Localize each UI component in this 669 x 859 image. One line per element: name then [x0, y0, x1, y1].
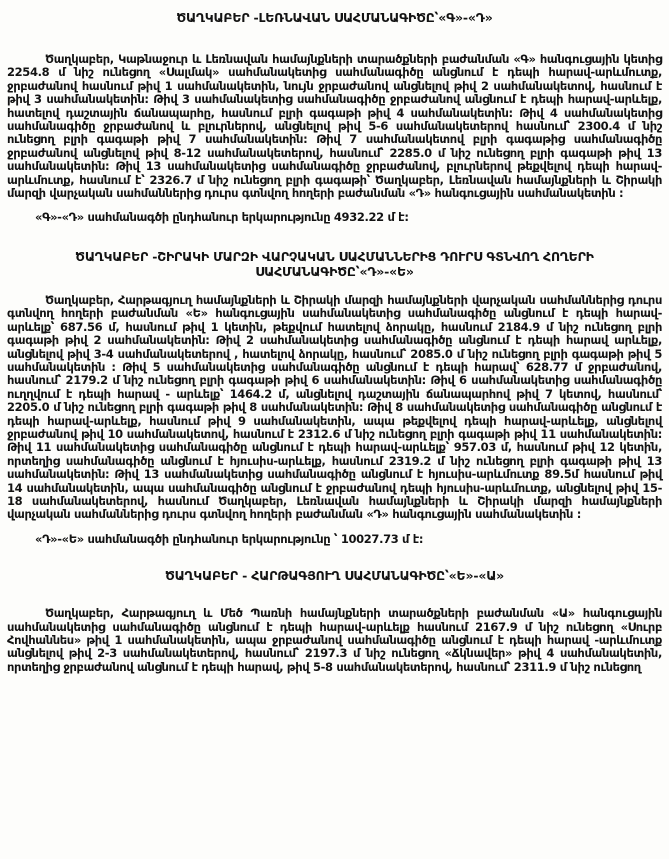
boundary-description-e-a: Ծաղկաբեր, Հարթագյուղ և Մեծ Պառնի համայնքների տարածքների բաժանման «Ա» հանգուցային սահմանակետից սահմանագիծը անցնում է դեպի հարավ-արևելք հասնում 2167.9 մ նիշ ունեցող «Սուրբ Հովհաննես» թիվ 1 սահմանակետին, ապա ջրբաժանով սահմանագիծը անցնում է դեպի հարավ -արևմուտք անցնելով թիվ 2-3 սահմանակետերով, հասնում՝ 2197.3 մ նիշ ունեցող «Ճկնավեր» թիվ 4 սահմանակետին, որտեղից ջրբաժանով անցնում է դեպի հարավ, թիվ 5-8 սահմանակետերով, հասնում՝ 2311.9 մ նիշ ունեցող	[7, 606, 662, 674]
boundary-description-d-e: Ծաղկաբեր, Հարթագյուղ համայնքների և Շիրակի մարզի համայնքների վարչական սահմաններից դուրս գտնվող հողերի բաժանման «Ե» հանգուցային սահմանակետից սահմանագիծը անցնում է դեպի հարավ-արևելք՝ 687.56 մ, հասնում թիվ 1 կետին, թեքվում հատելով ձորակը, հասնում 2184.9 մ նիշ ունեցող բլրի գագաթի թիվ 2 սահմանակետին: Թիվ 2 սահմանակետից սահմանագիծը անցնում է դեպի հարավ արևելք, անցնելով թիվ 3-4 սահմանակետերով , հատելով ձորակը, հասնում՝ 2085.0 մ նիշ ունեցող բլրի գագաթի թիվ 5 սահմանակետին : Թիվ 5 սահմանակետից սահմանագիծը անցնում է դեպի հարավ՝ 628.77 մ ջրբաժանով, հասնում՝ 2179.2 մ նիշ ունեցող բլրի գագաթի թիվ 6 սահմանակետին: Թիվ 6 սահմանակետից սահմանագիծը ուղղվում է դեպի հարավ - արևելք՝ 1464.2 մ, անցնելով դաշտային ճանապարհով թիվ 7 կետով, հասնում՝ 2205.0 մ նիշ ունեցող բլրի գագաթի թիվ 8 սահմանակետին: Թիվ 8 սահմանակետից սահմանագիծը անցնում է դեպի հարավ-արևելք, հասնում թիվ 9 սահմանակետին, ապա թեքվելով դեպի հարավ-արևելք, անցնելով ջրբաժանով թիվ 10 սահմանակետով, հասնում է 2312.6 մ նիշ ունեցող բլրի գագաթի թիվ 11 սահմանակետին: Թիվ 11 սահմանակետից սահմանագիծը անցնում է դեպի հարավ-արևելք՝ 957.03 մ, հասնում թիվ 12 կետին, որտեղից սահմանագիծը անցնում է հյուսիս-արևելք, հասնում 2319.2 մ նիշ ունեցող բլրի գագաթի թիվ 13 սահմանակետին: Թիվ 13 սահմանակետից սահմանագիծը անցնում է հյուսիս-արևմուտք 89.5մ հասնում թիվ 14 սահմանակետին, ապա սահմանագիծը անցնում է ջրբաժանով դեպի հյուսիս-արևմուտք, անցնելով թիվ 15-18 սահմանակետերով, հասնում Ծաղկաբեր, Լեռնավան համայնքների և Շիրակի մարզի համայնքների վարչական սահմաններից դուրս գտնվող հողերի բաժանման «Դ» հանգուցային սահմանակետին :	[7, 292, 662, 522]
section-boundary-g-d	[7, 10, 662, 225]
section-heading-e-a: ԾԱՂԿԱԲԵՐ - ՀԱՐԹԱԳՅՈՒՂ ՍԱՀՄԱՆԱԳԻԾԸ՝«Ե»-«Ա»	[164, 568, 505, 584]
boundary-length-note-d-e: «Դ»-«Ե» սահմանագծի ընդհանուր երկարությունը ՝ 10027.73 մ է:	[35, 531, 424, 546]
section-heading-g-d: ԾԱՂԿԱԲԵՐ -ԼԵՌՆԱՎԱՆ ՍԱՀՄԱՆԱԳԻԾԸ՝«Գ»-«Դ»	[176, 10, 493, 25]
section-boundary-e-a	[7, 568, 662, 674]
boundary-length-note-g-d: «Գ»-«Դ» սահմանագծի ընդհանուր երկարությունը 4932.22 մ է:	[35, 210, 409, 225]
section-heading-d-e: ԾԱՂԿԱԲԵՐ -ՇԻՐԱԿԻ ՄԱՐԶԻ ՎԱՐՉԱԿԱՆ ՍԱՀՄԱՆՆԵՐԻՑ ԴՈՒՐՍ ԳՏՆՎՈՂ ՀՈՂԵՐԻ ՍԱՀՄԱՆԱԳԻԾԸ՝«Դ»-«Ե»	[75, 248, 594, 279]
boundary-description-g-d: Ծաղկաբեր, Կաթնաջուր և Լեռնավան համայնքների տարածքների բաժանման «Գ» հանգուցային կետից 2254.8 մ նիշ ունեցող «Սալմակ» սահմանակետից սահմանագիծը անցնում է դեպի հարավ-արևմուտք, ջրբաժանով հասնում թիվ 1 սահմանակետին, նույն ջրբաժանով անցնելով թիվ 2 սահմանակետով, հասնում է թիվ 3 սահմանակետին: Թիվ 3 սահմանակետից սահմանագիծը ջրբաժանով անցնում է դեպի հարավ-արևելք, հատելով դաշտային ճանապարհը, հասնում բլրի գագաթի թիվ 4 սահմանակետին: Թիվ 4 սահմանակետից սահմանագիծը ջրբաժանով և բլուրներով, անցնելով թիվ 5-6 սահմանակետերով հասնում՝ 2300.4 մ նիշ ունեցող բլրի գագաթի թիվ 7 սահմանակետին: Թիվ 7 սահմանակետով բլրի գագաթից սահմանագիծը ջրբաժանով անցնելով թիվ 8-12 սահմանակետերով, հասնում՝ 2285.0 մ նիշ ունեցող բլրի գագաթի թիվ 13 սահմանակետին: Թիվ 13 սահմանակետից սահմանագիծը ջրբաժանով, բլուրներով թեքվելով դեպի հարավ-արևմուտք, հասնում է՝ 2326.7 մ նիշ ունեցող բլրի գագաթի՝ Ծաղկաբեր, Լեռնավան համայնքների և Շիրակի մարզի վարչական սահմաններից դուրս գտնվող հողերի բաժանման «Դ» հանգուցային սահմանակետին :	[7, 52, 662, 201]
section-boundary-d-e	[7, 249, 662, 546]
